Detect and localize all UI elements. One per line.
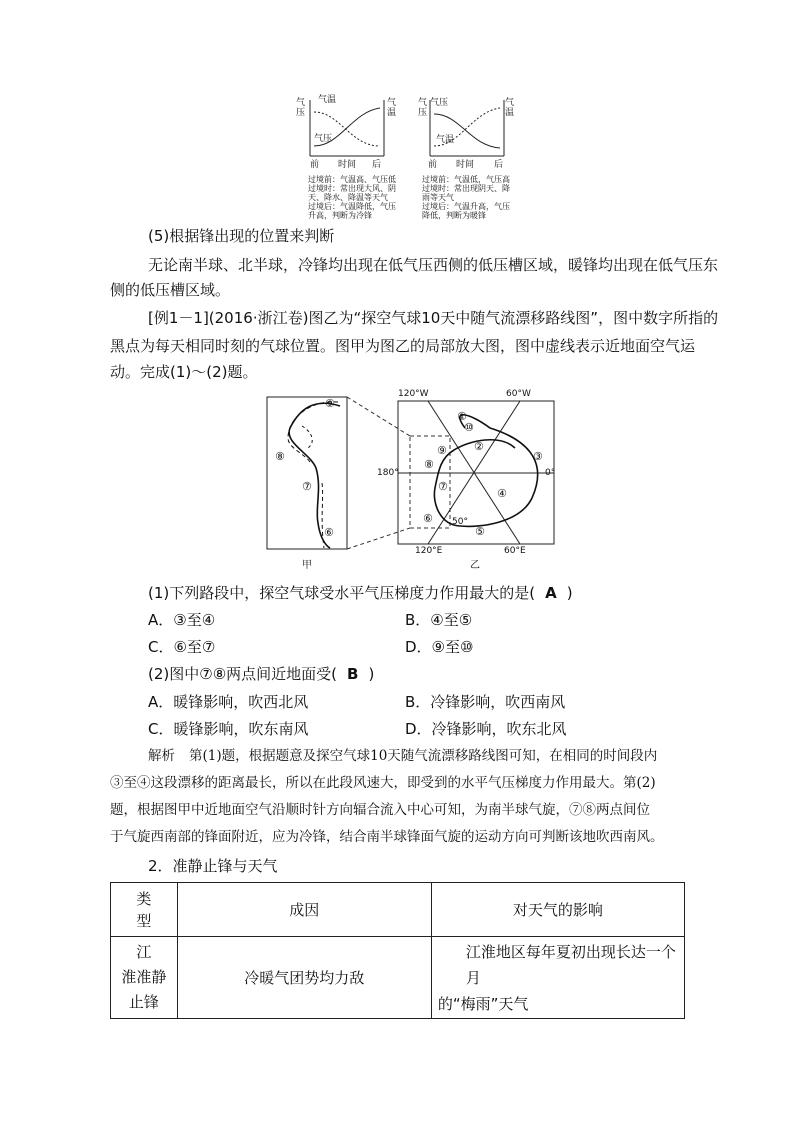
- q2-option-d: D．冷锋影响，吹东北风: [405, 720, 567, 738]
- jia-point-8: ⑧: [275, 450, 285, 463]
- jia-frame: [267, 397, 347, 549]
- q2-option-a: A．暖锋影响，吹西北风: [148, 693, 309, 711]
- q2-stem-line: [148, 667, 374, 682]
- table-row: [111, 937, 685, 1019]
- map-svg: [260, 388, 560, 564]
- lon-0: 0°: [545, 468, 556, 478]
- td-effect: [431, 937, 684, 1019]
- th-type: 类 型: [111, 883, 178, 937]
- example-line2: 黑点为每天相同时刻的气球位置。图甲为图乙的局部放大图，图中虚线表示近地面空气运: [110, 337, 696, 355]
- label-jia: 甲: [302, 560, 312, 571]
- td-cause: 冷暖气团势均力敌: [177, 937, 431, 1019]
- q2-answer: B: [347, 665, 359, 683]
- warm-x-left: 前: [428, 160, 438, 170]
- yi-point-4: ④: [497, 487, 507, 500]
- q2-close: ): [368, 665, 375, 683]
- cold-x-mid: 时间: [338, 160, 357, 170]
- q1-option-a: A．③至④: [148, 611, 216, 629]
- q2-stem: (2)图中⑦⑧两点间近地面受(: [148, 665, 337, 683]
- lat-50: 50°: [452, 517, 468, 527]
- q1-option-c: C．⑥至⑦: [148, 638, 216, 656]
- section2-title: 2．准静止锋与天气: [148, 857, 278, 875]
- yi-point-2: ②: [474, 440, 484, 453]
- analysis-label: 解析: [148, 748, 175, 764]
- section5-title: (5)根据锋出现的位置来判断: [148, 227, 335, 245]
- lon-60w: 60°W: [506, 389, 531, 399]
- analysis-text-1: 第(1)题，根据题意及探空气球10天随气流漂移路线图可知，在相同的时间段内: [189, 748, 658, 764]
- example-line3: 动。完成(1)～(2)题。: [110, 363, 258, 381]
- warm-y-right-label: 气 温: [505, 98, 515, 118]
- warm-caption-5: 降低，判断为暖锋: [422, 211, 486, 220]
- yi-point-9: ⑨: [437, 444, 447, 457]
- cold-y-left-label: 气 压: [296, 98, 306, 118]
- yi-point-5: ⑤: [475, 525, 485, 538]
- lon-120w: 120°W: [398, 389, 429, 399]
- table-header-row: [111, 883, 685, 937]
- jia-point-7: ⑦: [302, 480, 312, 493]
- q1-answer: A: [545, 584, 557, 602]
- th-cause: 成因: [177, 883, 431, 937]
- example-line1: [例1－1](2016·浙江卷)图乙为“探空气球10天中随气流漂移路线图”，图中数字所指的: [148, 309, 719, 327]
- warm-caption-3: 雨等天气: [422, 193, 454, 202]
- cold-caption-1: 过境前：气温高、气压低: [308, 175, 396, 184]
- warm-caption-1: 过境前：气温低，气压高: [422, 175, 510, 184]
- warm-curve-top-label: 气压: [430, 98, 449, 108]
- q1-option-d: D．⑨至⑩: [405, 638, 474, 656]
- warm-front-chart: [420, 100, 510, 160]
- q1-close: ): [566, 584, 573, 602]
- label-yi: 乙: [470, 560, 480, 571]
- warm-curve-bottom-label: 气温: [436, 135, 455, 145]
- jia-point-6: ⑥: [324, 526, 334, 539]
- td-effect-line2: 的“梅雨”天气: [437, 994, 529, 1013]
- analysis-line1: [148, 749, 657, 763]
- q1-stem: (1)下列路段中，探空气球受水平气压梯度力作用最大的是(: [148, 584, 536, 602]
- warm-caption-2: 过境时：常出现阴天、降: [422, 184, 510, 193]
- lon-60e: 60°E: [504, 546, 526, 556]
- front-table: [110, 882, 685, 1019]
- cold-caption-4: 过境后：气温降低，气压: [308, 202, 396, 211]
- cold-caption-5: 升高，判断为冷锋: [308, 211, 372, 220]
- section5-body-line1: 无论南半球、北半球，冷锋均出现在低气压西侧的低压槽区域，暖锋均出现在低气压东: [148, 256, 719, 274]
- cold-x-right: 后: [372, 160, 382, 170]
- analysis-line2: ③至④这段漂移的距离最长，所以在此段风速大，即受到的水平气压梯度力作用最大。第(2): [110, 775, 656, 791]
- section5-body-line2: 侧的低压槽区域。: [110, 281, 231, 299]
- cold-caption-2: 过境时：常出现大风、阴: [308, 184, 396, 193]
- td-effect-line1: 江淮地区每年夏初出现长达一个月: [465, 942, 676, 987]
- yi-point-6: ⑥: [423, 512, 433, 525]
- cold-front-chart: [300, 100, 390, 160]
- cold-curve-bottom-label: 气压: [314, 134, 333, 144]
- th-effect: 对天气的影响: [431, 883, 684, 937]
- jia-dash-1: [288, 402, 338, 462]
- lon-120e: 120°E: [415, 546, 443, 556]
- connector-bottom: [347, 528, 410, 549]
- q1-stem-line: [148, 586, 573, 601]
- analysis-line4: 于气旋西南部的锋面附近，应为冷锋，结合南半球锋面气旋的运动方向可判断该地吹西南风。: [110, 829, 664, 845]
- td-type: 江 淮准静 止锋: [111, 937, 178, 1019]
- cold-curve-top-label: 气温: [318, 95, 337, 105]
- yi-point-8: ⑧: [424, 458, 434, 471]
- jia-point-9: ⑨: [325, 397, 335, 410]
- yi-point-3: ③: [533, 450, 543, 463]
- warm-y-left-label: 气 压: [418, 98, 428, 118]
- jia-dash-3: [302, 426, 312, 448]
- yi-point-1: ①: [457, 410, 467, 423]
- analysis-line3: 题，根据图甲中近地面空气沿顺时针方向辐合流入中心可知，为南半球气旋，⑦⑧两点间位: [110, 802, 650, 818]
- connector-top: [347, 397, 410, 436]
- q2-option-b: B．冷锋影响，吹西南风: [405, 693, 566, 711]
- cold-caption-3: 天、降水、降温等天气: [308, 193, 388, 202]
- warm-caption-4: 过境后：气温升高，气压: [422, 202, 510, 211]
- yi-point-7: ⑦: [438, 480, 448, 493]
- warm-x-mid: 时间: [456, 160, 475, 170]
- cold-x-left: 前: [310, 160, 320, 170]
- lon-180: 180°: [377, 468, 399, 478]
- cold-y-right-label: 气 温: [387, 98, 397, 118]
- yi-point-10: ⑩: [464, 421, 474, 434]
- q1-option-b: B．④至⑤: [405, 611, 473, 629]
- q2-option-c: C．暖锋影响，吹东南风: [148, 720, 309, 738]
- warm-x-right: 后: [494, 160, 504, 170]
